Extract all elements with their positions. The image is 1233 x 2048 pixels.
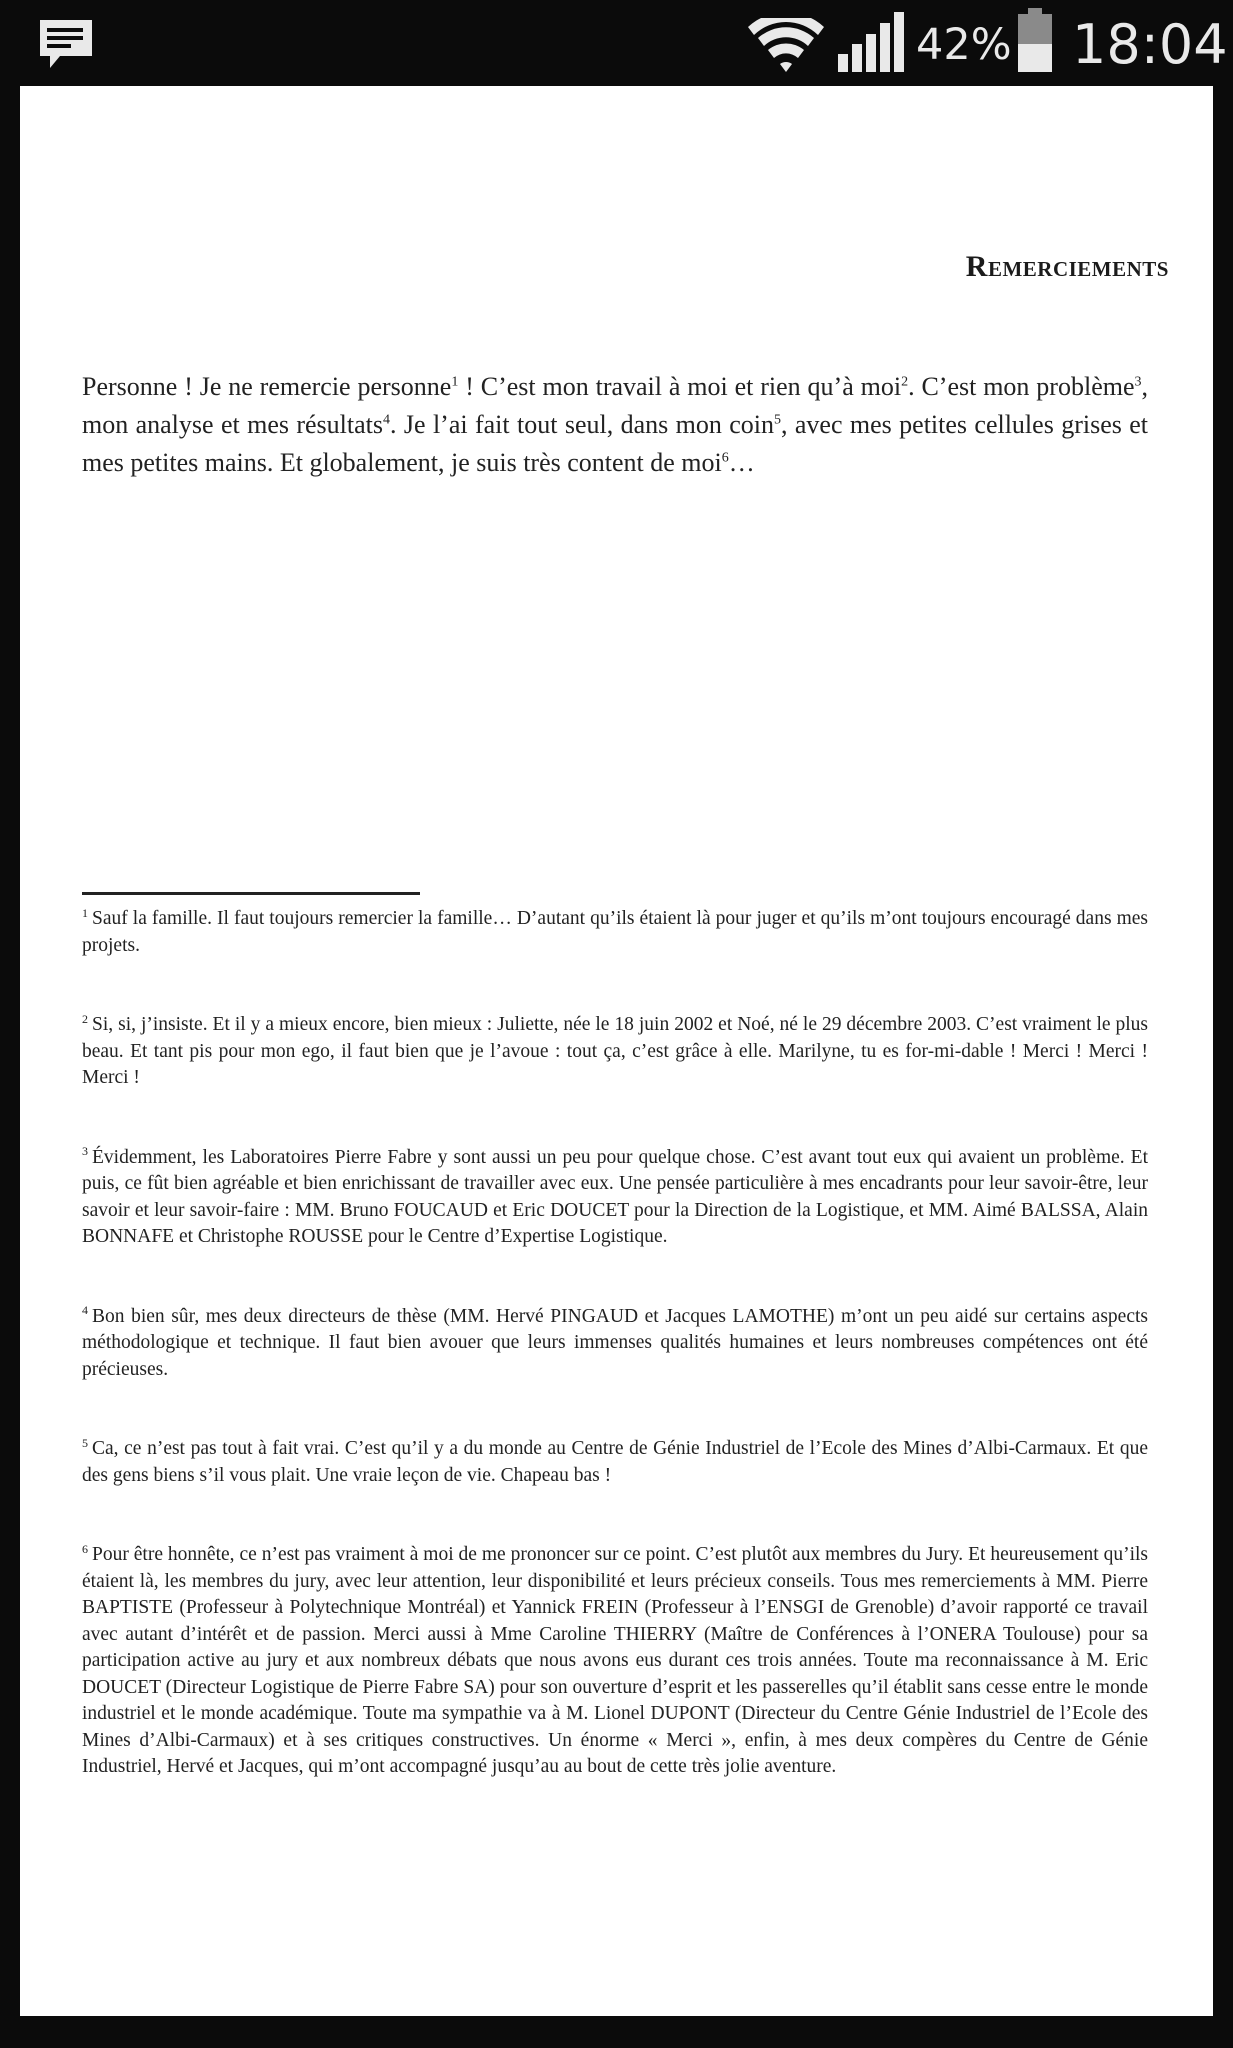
body-text: , avec mes petites cellules grises et mes petites mains. Et globalement, je suis très content de moi [82,410,1148,477]
body-text: ! C’est mon travail à moi et rien qu’à moi [458,372,902,401]
footnote-number: 3 [82,1144,88,1158]
body-text: , mon analyse et mes résultats [82,372,1148,439]
page-title: Remerciements [965,250,1169,283]
body-text: … [728,448,755,477]
footnote-ref: 3 [1134,374,1142,390]
body-text: . Je l’ai fait tout seul, dans mon coin [390,410,774,439]
footnote-number: 4 [82,1303,88,1317]
wifi-icon [746,18,826,74]
footnote-1 [82,906,1148,959]
footnote-ref: 5 [774,412,781,428]
battery-icon [1016,8,1054,74]
footnote-number: 5 [82,1435,88,1450]
footnote-text: Sauf la famille. Il faut toujours remercier la famille… D’autant qu’ils étaient là pour juger et qu’ils m’ont toujours encouragé dans mes projets. [82,908,1148,956]
footnote-number: 2 [82,1011,88,1026]
footnote-6 [82,1542,1148,1781]
clock: 18:04 [1072,13,1228,76]
footnote-number: 1 [82,905,88,920]
footnote-4 [82,1304,1148,1384]
footnote-text: Si, si, j’insiste. Et il y a mieux encore, bien mieux : Juliette, née le 18 juin 2002 et Noé, né le 29 décembre 2003. C’est vraiment le plus beau. Et tant pis pour mon ego, il faut bien que je l’avoue : tout ça, c’est grâce à elle. Marilyne, tu es for-mi-dable ! Merci ! Merci ! Merci ! [82,1014,1148,1088]
footnote-ref: 1 [451,374,459,390]
document-page[interactable] [20,86,1213,2016]
body-text: . C’est mon problème [908,372,1135,401]
footnote-number: 6 [82,1541,88,1556]
cell-signal-icon [836,10,906,74]
acknowledgement-paragraph [82,368,1148,482]
footnote-separator [82,892,420,895]
footnote-ref: 6 [721,450,729,466]
footnote-text: Évidemment, les Laboratoires Pierre Fabre y sont aussi un peu pour quelque chose. C’est avant tout eux qui avaient un problème. Et puis, ce fût bien agréable et bien enrichissant de travailler avec eux. Une pensée particulière à mes encadrants pour leur savoir-être, leur savoir et leur savoir-faire : MM. Bruno FOUCAUD et Eric DOUCET pour la Direction de la Logistique, et MM. Aimé BALSSA, Alain BONNAFE et Christophe ROUSSE pour le Centre d’Expertise Logistique. [82,1146,1148,1247]
footnote-ref: 4 [383,412,391,428]
footnote-text: Pour être honnête, ce n’est pas vraiment à moi de me prononcer sur ce point. C’est plutôt aux membres du Jury. Et heureusement qu’ils étaient là, les membres du jury, avec leur attention, leur disponibilité et leurs précieux conseils. Tous mes remerciements à MM. Pierre BAPTISTE (Professeur à Polytechnique Montréal) et Yannick FREIN (Professeur à l’ENSGI de Grenoble) d’avoir rapporté ce travail avec autant d’intérêt et de passion. Merci aussi à Mme Caroline THIERRY (Maître de Conférences à l’ONERA Toulouse) pour sa participation active au jury et aux nombreux débats que nous avons eus durant ces trois années. Toute ma reconnaissance à M. Eric DOUCET (Directeur Logistique de Pierre Fabre SA) pour son ouverture d’esprit et les passerelles qu’il établit sans cesse entre le monde industriel et le monde académique. Toute ma sympathie va à M. Lionel DUPONT (Directeur du Centre Génie Industriel de l’Ecole des Mines d’Albi-Carmaux) et à ses critiques constructives. Un énorme « Merci », enfin, à mes deux compères du Centre de Génie Industriel, Hervé et Jacques, qui m’ont accompagné jusqu’au au bout de cette très jolie aventure. [82,1544,1148,1777]
footnotes [82,906,1148,1781]
battery-percentage: 42% [916,20,1012,70]
footnote-2 [82,1012,1148,1092]
footnote-5 [82,1436,1148,1489]
message-notification-icon[interactable] [38,18,94,70]
footnote-3 [82,1145,1148,1251]
status-bar [0,0,1233,86]
footnote-text: Ca, ce n’est pas tout à fait vrai. C’est qu’il y a du monde au Centre de Génie Industriel de l’Ecole des Mines d’Albi-Carmaux. Et que des gens biens s’il vous plait. Une vraie leçon de vie. Chapeau bas ! [82,1438,1148,1486]
footnote-ref: 2 [901,374,909,390]
body-text: Personne ! Je ne remercie personne [82,372,452,401]
footnote-text: Bon bien sûr, mes deux directeurs de thèse (MM. Hervé PINGAUD et Jacques LAMOTHE) m’ont un peu aidé sur certains aspects méthodologique et technique. Il faut bien avouer que leurs immenses qualités humaines et leurs nombreuses compétences ont été précieuses. [82,1305,1148,1380]
